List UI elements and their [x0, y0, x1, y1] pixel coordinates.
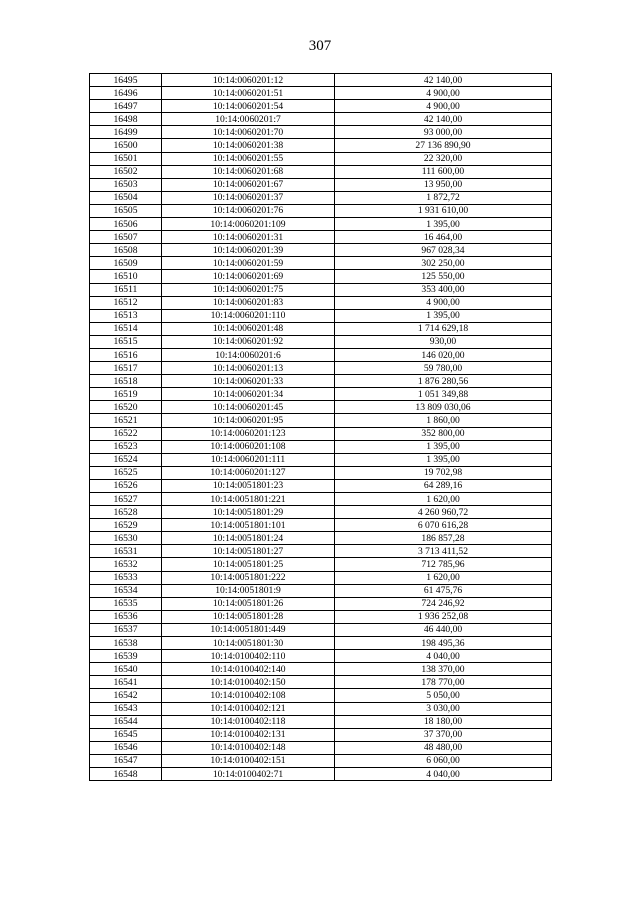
value-cell: 1 620,00 [335, 571, 552, 584]
value-cell: 4 900,00 [335, 87, 552, 100]
table-row [90, 270, 552, 283]
row-number-cell: 16546 [90, 741, 162, 754]
value-cell: 18 180,00 [335, 715, 552, 728]
row-number-cell: 16495 [90, 74, 162, 87]
value-cell: 1 931 610,00 [335, 204, 552, 217]
cadastral-number-cell: 10:14:0060201:92 [162, 335, 335, 348]
row-number-cell: 16499 [90, 126, 162, 139]
row-number-cell: 16536 [90, 610, 162, 623]
table-row [90, 506, 552, 519]
value-cell: 13 809 030,06 [335, 401, 552, 414]
cadastral-number-cell: 10:14:0051801:24 [162, 532, 335, 545]
table-row [90, 493, 552, 506]
row-number-cell: 16539 [90, 650, 162, 663]
table-row [90, 257, 552, 270]
cadastral-number-cell: 10:14:0060201:37 [162, 191, 335, 204]
value-cell: 4 260 960,72 [335, 506, 552, 519]
table-row [90, 623, 552, 636]
cadastral-number-cell: 10:14:0100402:151 [162, 754, 335, 767]
row-number-cell: 16547 [90, 754, 162, 767]
row-number-cell: 16508 [90, 244, 162, 257]
row-number-cell: 16532 [90, 558, 162, 571]
table-row [90, 126, 552, 139]
table-row [90, 676, 552, 689]
table-row [90, 335, 552, 348]
cadastral-number-cell: 10:14:0060201:68 [162, 165, 335, 178]
row-number-cell: 16518 [90, 375, 162, 388]
cadastral-number-cell: 10:14:0060201:83 [162, 296, 335, 309]
cadastral-number-cell: 10:14:0051801:25 [162, 558, 335, 571]
cadastral-number-cell: 10:14:0051801:28 [162, 610, 335, 623]
row-number-cell: 16537 [90, 623, 162, 636]
value-cell: 1 714 629,18 [335, 322, 552, 335]
row-number-cell: 16496 [90, 87, 162, 100]
row-number-cell: 16527 [90, 493, 162, 506]
table-row [90, 100, 552, 113]
value-cell: 6 060,00 [335, 754, 552, 767]
value-cell: 1 395,00 [335, 440, 552, 453]
row-number-cell: 16509 [90, 257, 162, 270]
row-number-cell: 16526 [90, 479, 162, 492]
value-cell: 59 780,00 [335, 362, 552, 375]
cadastral-number-cell: 10:14:0051801:101 [162, 519, 335, 532]
table-row [90, 139, 552, 152]
table-body [90, 74, 552, 781]
cadastral-number-cell: 10:14:0100402:150 [162, 676, 335, 689]
cadastral-number-cell: 10:14:0100402:140 [162, 663, 335, 676]
table-row [90, 113, 552, 126]
table-row [90, 545, 552, 558]
table-row [90, 348, 552, 361]
value-cell: 1 395,00 [335, 309, 552, 322]
table-row [90, 650, 552, 663]
cadastral-number-cell: 10:14:0060201:67 [162, 178, 335, 191]
value-cell: 48 480,00 [335, 741, 552, 754]
cadastral-number-cell: 10:14:0060201:13 [162, 362, 335, 375]
row-number-cell: 16531 [90, 545, 162, 558]
value-cell: 1 876 280,56 [335, 375, 552, 388]
table-row [90, 453, 552, 466]
value-cell: 1 051 349,88 [335, 388, 552, 401]
table-row [90, 754, 552, 767]
row-number-cell: 16504 [90, 191, 162, 204]
table-row [90, 427, 552, 440]
table-row [90, 87, 552, 100]
cadastral-number-cell: 10:14:0060201:70 [162, 126, 335, 139]
cadastral-number-cell: 10:14:0100402:118 [162, 715, 335, 728]
cadastral-number-cell: 10:14:0060201:31 [162, 231, 335, 244]
value-cell: 1 860,00 [335, 414, 552, 427]
table-row [90, 466, 552, 479]
row-number-cell: 16515 [90, 335, 162, 348]
cadastral-number-cell: 10:14:0051801:30 [162, 637, 335, 650]
cadastral-number-cell: 10:14:0060201:75 [162, 283, 335, 296]
table-row [90, 178, 552, 191]
row-number-cell: 16516 [90, 348, 162, 361]
value-cell: 42 140,00 [335, 113, 552, 126]
row-number-cell: 16548 [90, 767, 162, 780]
table-row [90, 689, 552, 702]
row-number-cell: 16535 [90, 597, 162, 610]
row-number-cell: 16498 [90, 113, 162, 126]
value-cell: 1 872,72 [335, 191, 552, 204]
row-number-cell: 16514 [90, 322, 162, 335]
value-cell: 1 620,00 [335, 493, 552, 506]
row-number-cell: 16522 [90, 427, 162, 440]
value-cell: 352 800,00 [335, 427, 552, 440]
value-cell: 22 320,00 [335, 152, 552, 165]
row-number-cell: 16541 [90, 676, 162, 689]
table-row [90, 362, 552, 375]
row-number-cell: 16501 [90, 152, 162, 165]
value-cell: 198 495,36 [335, 637, 552, 650]
table-row [90, 741, 552, 754]
row-number-cell: 16512 [90, 296, 162, 309]
row-number-cell: 16530 [90, 532, 162, 545]
cadastral-number-cell: 10:14:0060201:51 [162, 87, 335, 100]
row-number-cell: 16544 [90, 715, 162, 728]
cadastral-number-cell: 10:14:0051801:23 [162, 479, 335, 492]
value-cell: 13 950,00 [335, 178, 552, 191]
cadastral-number-cell: 10:14:0060201:111 [162, 453, 335, 466]
cadastral-number-cell: 10:14:0060201:7 [162, 113, 335, 126]
value-cell: 4 040,00 [335, 767, 552, 780]
cadastral-number-cell: 10:14:0060201:6 [162, 348, 335, 361]
table-row [90, 610, 552, 623]
table-row [90, 702, 552, 715]
table-row [90, 388, 552, 401]
cadastral-number-cell: 10:14:0100402:108 [162, 689, 335, 702]
cadastral-number-cell: 10:14:0060201:12 [162, 74, 335, 87]
page-number: 307 [308, 38, 332, 54]
cadastral-number-cell: 10:14:0060201:108 [162, 440, 335, 453]
cadastral-number-cell: 10:14:0100402:121 [162, 702, 335, 715]
value-cell: 46 440,00 [335, 623, 552, 636]
table-row [90, 283, 552, 296]
row-number-cell: 16543 [90, 702, 162, 715]
table-row [90, 663, 552, 676]
value-cell: 125 550,00 [335, 270, 552, 283]
row-number-cell: 16521 [90, 414, 162, 427]
value-cell: 61 475,76 [335, 584, 552, 597]
row-number-cell: 16538 [90, 637, 162, 650]
row-number-cell: 16534 [90, 584, 162, 597]
row-number-cell: 16529 [90, 519, 162, 532]
cadastral-number-cell: 10:14:0060201:55 [162, 152, 335, 165]
cadastral-number-cell: 10:14:0051801:26 [162, 597, 335, 610]
table-row [90, 322, 552, 335]
value-cell: 178 770,00 [335, 676, 552, 689]
table-row [90, 152, 552, 165]
value-cell: 1 395,00 [335, 218, 552, 231]
row-number-cell: 16523 [90, 440, 162, 453]
value-cell: 19 702,98 [335, 466, 552, 479]
row-number-cell: 16525 [90, 466, 162, 479]
cadastral-number-cell: 10:14:0060201:95 [162, 414, 335, 427]
table-row [90, 519, 552, 532]
row-number-cell: 16540 [90, 663, 162, 676]
row-number-cell: 16511 [90, 283, 162, 296]
cadastral-number-cell: 10:14:0051801:29 [162, 506, 335, 519]
cadastral-number-cell: 10:14:0060201:127 [162, 466, 335, 479]
table-row [90, 715, 552, 728]
cadastral-number-cell: 10:14:0060201:48 [162, 322, 335, 335]
cadastral-number-cell: 10:14:0060201:76 [162, 204, 335, 217]
row-number-cell: 16505 [90, 204, 162, 217]
table-row [90, 597, 552, 610]
row-number-cell: 16500 [90, 139, 162, 152]
table-row [90, 401, 552, 414]
row-number-cell: 16510 [90, 270, 162, 283]
value-cell: 967 028,34 [335, 244, 552, 257]
table-row [90, 296, 552, 309]
value-cell: 724 246,92 [335, 597, 552, 610]
table-row [90, 728, 552, 741]
value-cell: 42 140,00 [335, 74, 552, 87]
row-number-cell: 16517 [90, 362, 162, 375]
value-cell: 146 020,00 [335, 348, 552, 361]
value-cell: 5 050,00 [335, 689, 552, 702]
value-cell: 111 600,00 [335, 165, 552, 178]
cadastral-number-cell: 10:14:0051801:222 [162, 571, 335, 584]
row-number-cell: 16519 [90, 388, 162, 401]
table-row [90, 440, 552, 453]
value-cell: 3 030,00 [335, 702, 552, 715]
table-row [90, 767, 552, 780]
cadastral-number-cell: 10:14:0060201:33 [162, 375, 335, 388]
cadastral-number-cell: 10:14:0060201:69 [162, 270, 335, 283]
table-row [90, 165, 552, 178]
value-cell: 4 040,00 [335, 650, 552, 663]
table-row [90, 309, 552, 322]
value-cell: 930,00 [335, 335, 552, 348]
cadastral-number-cell: 10:14:0051801:9 [162, 584, 335, 597]
row-number-cell: 16502 [90, 165, 162, 178]
table-row [90, 414, 552, 427]
row-number-cell: 16528 [90, 506, 162, 519]
value-cell: 138 370,00 [335, 663, 552, 676]
value-cell: 16 464,00 [335, 231, 552, 244]
row-number-cell: 16520 [90, 401, 162, 414]
value-cell: 4 900,00 [335, 100, 552, 113]
table-row [90, 244, 552, 257]
value-cell: 4 900,00 [335, 296, 552, 309]
value-cell: 302 250,00 [335, 257, 552, 270]
value-cell: 1 936 252,08 [335, 610, 552, 623]
value-cell: 37 370,00 [335, 728, 552, 741]
cadastral-number-cell: 10:14:0100402:71 [162, 767, 335, 780]
cadastral-number-cell: 10:14:0060201:59 [162, 257, 335, 270]
row-number-cell: 16506 [90, 218, 162, 231]
value-cell: 1 395,00 [335, 453, 552, 466]
cadastral-number-cell: 10:14:0051801:449 [162, 623, 335, 636]
table-row [90, 637, 552, 650]
value-cell: 27 136 890,90 [335, 139, 552, 152]
cadastral-number-cell: 10:14:0051801:221 [162, 493, 335, 506]
row-number-cell: 16497 [90, 100, 162, 113]
row-number-cell: 16507 [90, 231, 162, 244]
table-row [90, 479, 552, 492]
row-number-cell: 16503 [90, 178, 162, 191]
table-row [90, 231, 552, 244]
table-row [90, 571, 552, 584]
cadastral-number-cell: 10:14:0060201:39 [162, 244, 335, 257]
cadastral-number-cell: 10:14:0100402:131 [162, 728, 335, 741]
table-row [90, 558, 552, 571]
cadastral-number-cell: 10:14:0051801:27 [162, 545, 335, 558]
cadastral-number-cell: 10:14:0060201:54 [162, 100, 335, 113]
table-row [90, 532, 552, 545]
cadastral-number-cell: 10:14:0060201:110 [162, 309, 335, 322]
table-row [90, 218, 552, 231]
cadastral-number-cell: 10:14:0060201:34 [162, 388, 335, 401]
row-number-cell: 16542 [90, 689, 162, 702]
row-number-cell: 16533 [90, 571, 162, 584]
row-number-cell: 16545 [90, 728, 162, 741]
value-cell: 93 000,00 [335, 126, 552, 139]
row-number-cell: 16524 [90, 453, 162, 466]
cadastral-number-cell: 10:14:0060201:123 [162, 427, 335, 440]
cadastral-number-cell: 10:14:0060201:45 [162, 401, 335, 414]
cadastral-number-cell: 10:14:0100402:148 [162, 741, 335, 754]
cadastral-number-cell: 10:14:0060201:38 [162, 139, 335, 152]
value-cell: 712 785,96 [335, 558, 552, 571]
value-cell: 353 400,00 [335, 283, 552, 296]
table-row [90, 191, 552, 204]
value-cell: 64 289,16 [335, 479, 552, 492]
table-row [90, 74, 552, 87]
cadastral-number-cell: 10:14:0100402:110 [162, 650, 335, 663]
table-row [90, 584, 552, 597]
table-row [90, 375, 552, 388]
row-number-cell: 16513 [90, 309, 162, 322]
cadastral-number-cell: 10:14:0060201:109 [162, 218, 335, 231]
table-row [90, 204, 552, 217]
value-cell: 6 070 616,28 [335, 519, 552, 532]
value-cell: 186 857,28 [335, 532, 552, 545]
value-cell: 3 713 411,52 [335, 545, 552, 558]
cadastral-value-table [89, 73, 552, 781]
